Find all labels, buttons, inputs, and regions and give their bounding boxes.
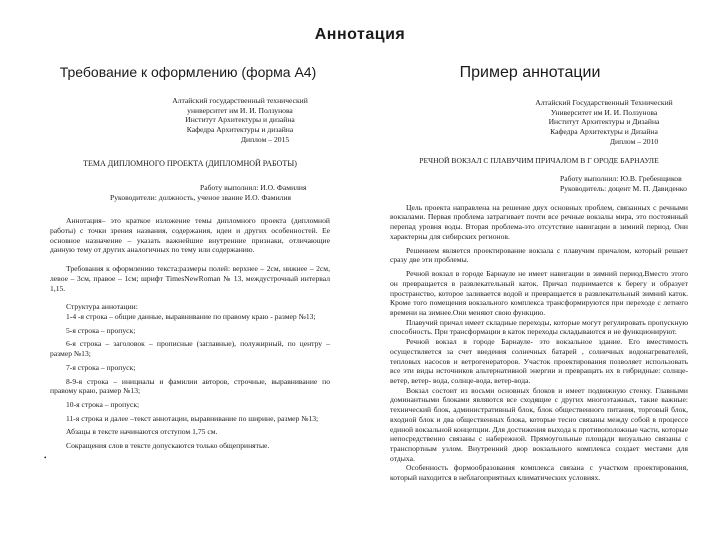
structure-item: 1-4 -я строка – общие данные, выравнивание по правому краю - размер №13;	[66, 312, 316, 322]
header-line: Алтайский Государственный Технический	[535, 98, 673, 107]
annotation-paragraph: Вокзал состоит из восьми основных блоков и имеет подвижную стенку. Главными доминантными блоками являются все сходящие с других многоэтажных, такие важные: технический блок, административный блок, блок общественного питания, торговый блок, входной блок и два общественных блока, которые тесно связаны между собой в процессе единой вокзальной концепции. Для достижения выхода к противоположные части, которые непосредственно связаны с набережной. Прямоугольные площади визуально связаны с транспортным узлом. Внутренний двор вокзального комплекса создает местами для отдыха.	[390, 385, 688, 463]
structure-item: 7-я строка – пропуск;	[66, 362, 136, 372]
header-line: Университет им И. И. Ползунова	[550, 107, 658, 117]
structure-item: 10-я строка – пропуск;	[66, 400, 140, 410]
structure-item: 11-я строка и далее –текст аннотации, выравнивание по ширине, размер №13;	[66, 413, 319, 423]
bullet-mark: •	[44, 454, 47, 462]
annotation-paragraph: Речной вокзал в городе Барнауле не имеет навигации в зимний период.Вместо этого он превращается в развлекательный каток. Причал поднимается к берегу и образует пространство, которое заливается водой и превращается в развлекательный зимний каток. Кроме того помещения вокзального комплекса трансформируются при переходе с летнего времени на зимнее.Они меняют свою функцию.	[390, 269, 688, 317]
author-line: Руководители: должность, ученое звание И.О. Фамилия	[110, 192, 292, 202]
annotation-paragraph: Особенность формообразования комплекса связана с участком проектирования, который находится в неблагоприятных климатических условиях.	[390, 463, 688, 483]
header-line: Кафедра Архитектуры и Дизайна	[550, 127, 658, 137]
structure-title: Структура аннотации:	[66, 302, 138, 312]
example-column	[390, 98, 688, 483]
structure-item: Абзацы в тексте начинаются отступом 1,75 см.	[66, 427, 218, 437]
header-line: Институт Архитектуры и Дизайна	[548, 117, 660, 127]
structure-item: 5-я строка – пропуск;	[66, 325, 136, 335]
header-line: Диплом – 2015	[240, 134, 290, 144]
header-line: Алтайский государственный технический	[172, 96, 308, 105]
annotation-paragraph: Плавучий причал имеет складные переходы, которые могут регулировать пропускную способность. При трансформации в каток переходы складываются и не функционируют.	[390, 317, 688, 337]
header-line: Диплом – 2010	[609, 136, 659, 146]
author-line: Работу выполнил: И.О. Фамилия	[200, 182, 307, 192]
requirements-column	[50, 96, 330, 451]
annotation-paragraph: Цель проекта направлена на решение двух основных проблем, связанных с речными вокзалами. Первая проблема затрагивает почти все речные вокзалы мира, это постоянный перепад уровня воды. Вторая проблема-это отсутствие навигации в зимний период. Они характерны для сибирских регионов.	[390, 202, 688, 241]
right-heading: Пример аннотации	[459, 64, 601, 81]
requirements-paragraph: Требования к оформлению текста:размеры полей: верхнее – 2см, нижнее – 2см, левое – 3см, правое – 1см; шрифт TimesNewRoman № 13, междустрочный интервал 1,15.	[50, 264, 330, 293]
topic-title: РЕЧНОЙ ВОКЗАЛ С ПЛАВУЧИМ ПРИЧАЛОМ В Г ОРОДЕ БАРНАУЛЕ	[419, 155, 659, 165]
left-header-block	[160, 96, 330, 145]
definition-paragraph: Аннотация– это краткое изложение темы дипломного проекта (дипломной работы) с точки зрения названия, содержания, идеи и других особенностей. Ее основное назначение – указать важнейшие внутренние признаки, отличающие данную тему от других аналогичных по тему или содержанию.	[50, 216, 330, 255]
structure-item: 6-я строка – заголовок – прописные (заглавные), полужирный, по центру – размер №13;	[50, 339, 330, 359]
header-line: Институт Архитектуры и дизайна	[185, 115, 295, 125]
left-heading: Требование к оформлению (форма А4)	[59, 64, 317, 80]
annotation-paragraph: Решением является проектирование вокзала с плавучим причалом, который решает сразу две эти проблемы.	[390, 245, 688, 265]
header-line: Кафедра Архитектуры и дизайна	[186, 125, 294, 135]
author-line: Руководитель: доцент М. П. Давиденко	[560, 184, 687, 194]
right-header-block	[520, 98, 688, 147]
structure-item: 8-9-я строка – инициалы и фамилии авторов, строчные, выравнивание по правому краю, размер №13;	[50, 376, 330, 396]
annotation-paragraph: Речной вокзал в городе Барнауле- это вокзальное здание. Его вместимость осуществляется за счет введения солнечных батарей , солнечных водонагревателей, тепловых насосов и ветрогенераторов. Участок проектирования позволяет использовать все эти виды источников альтернативной энергии и превращать их в гибридные: солнце-ветер, ветер- вода, солнце-вода, ветер-вода.	[390, 337, 688, 385]
structure-item: Сокращения слов в тексте допускаются только общепринятые.	[66, 441, 270, 451]
topic-title: ТЕМА ДИПЛОМНОГО ПРОЕКТА (ДИПЛОМНОЙ РАБОТЫ)	[83, 158, 297, 168]
author-line: Работу выполнил: Ю.В. Гребенщиков	[560, 174, 682, 184]
page-title: Аннотация	[314, 26, 406, 43]
header-line: университет им И. И. Ползунова	[187, 105, 293, 115]
